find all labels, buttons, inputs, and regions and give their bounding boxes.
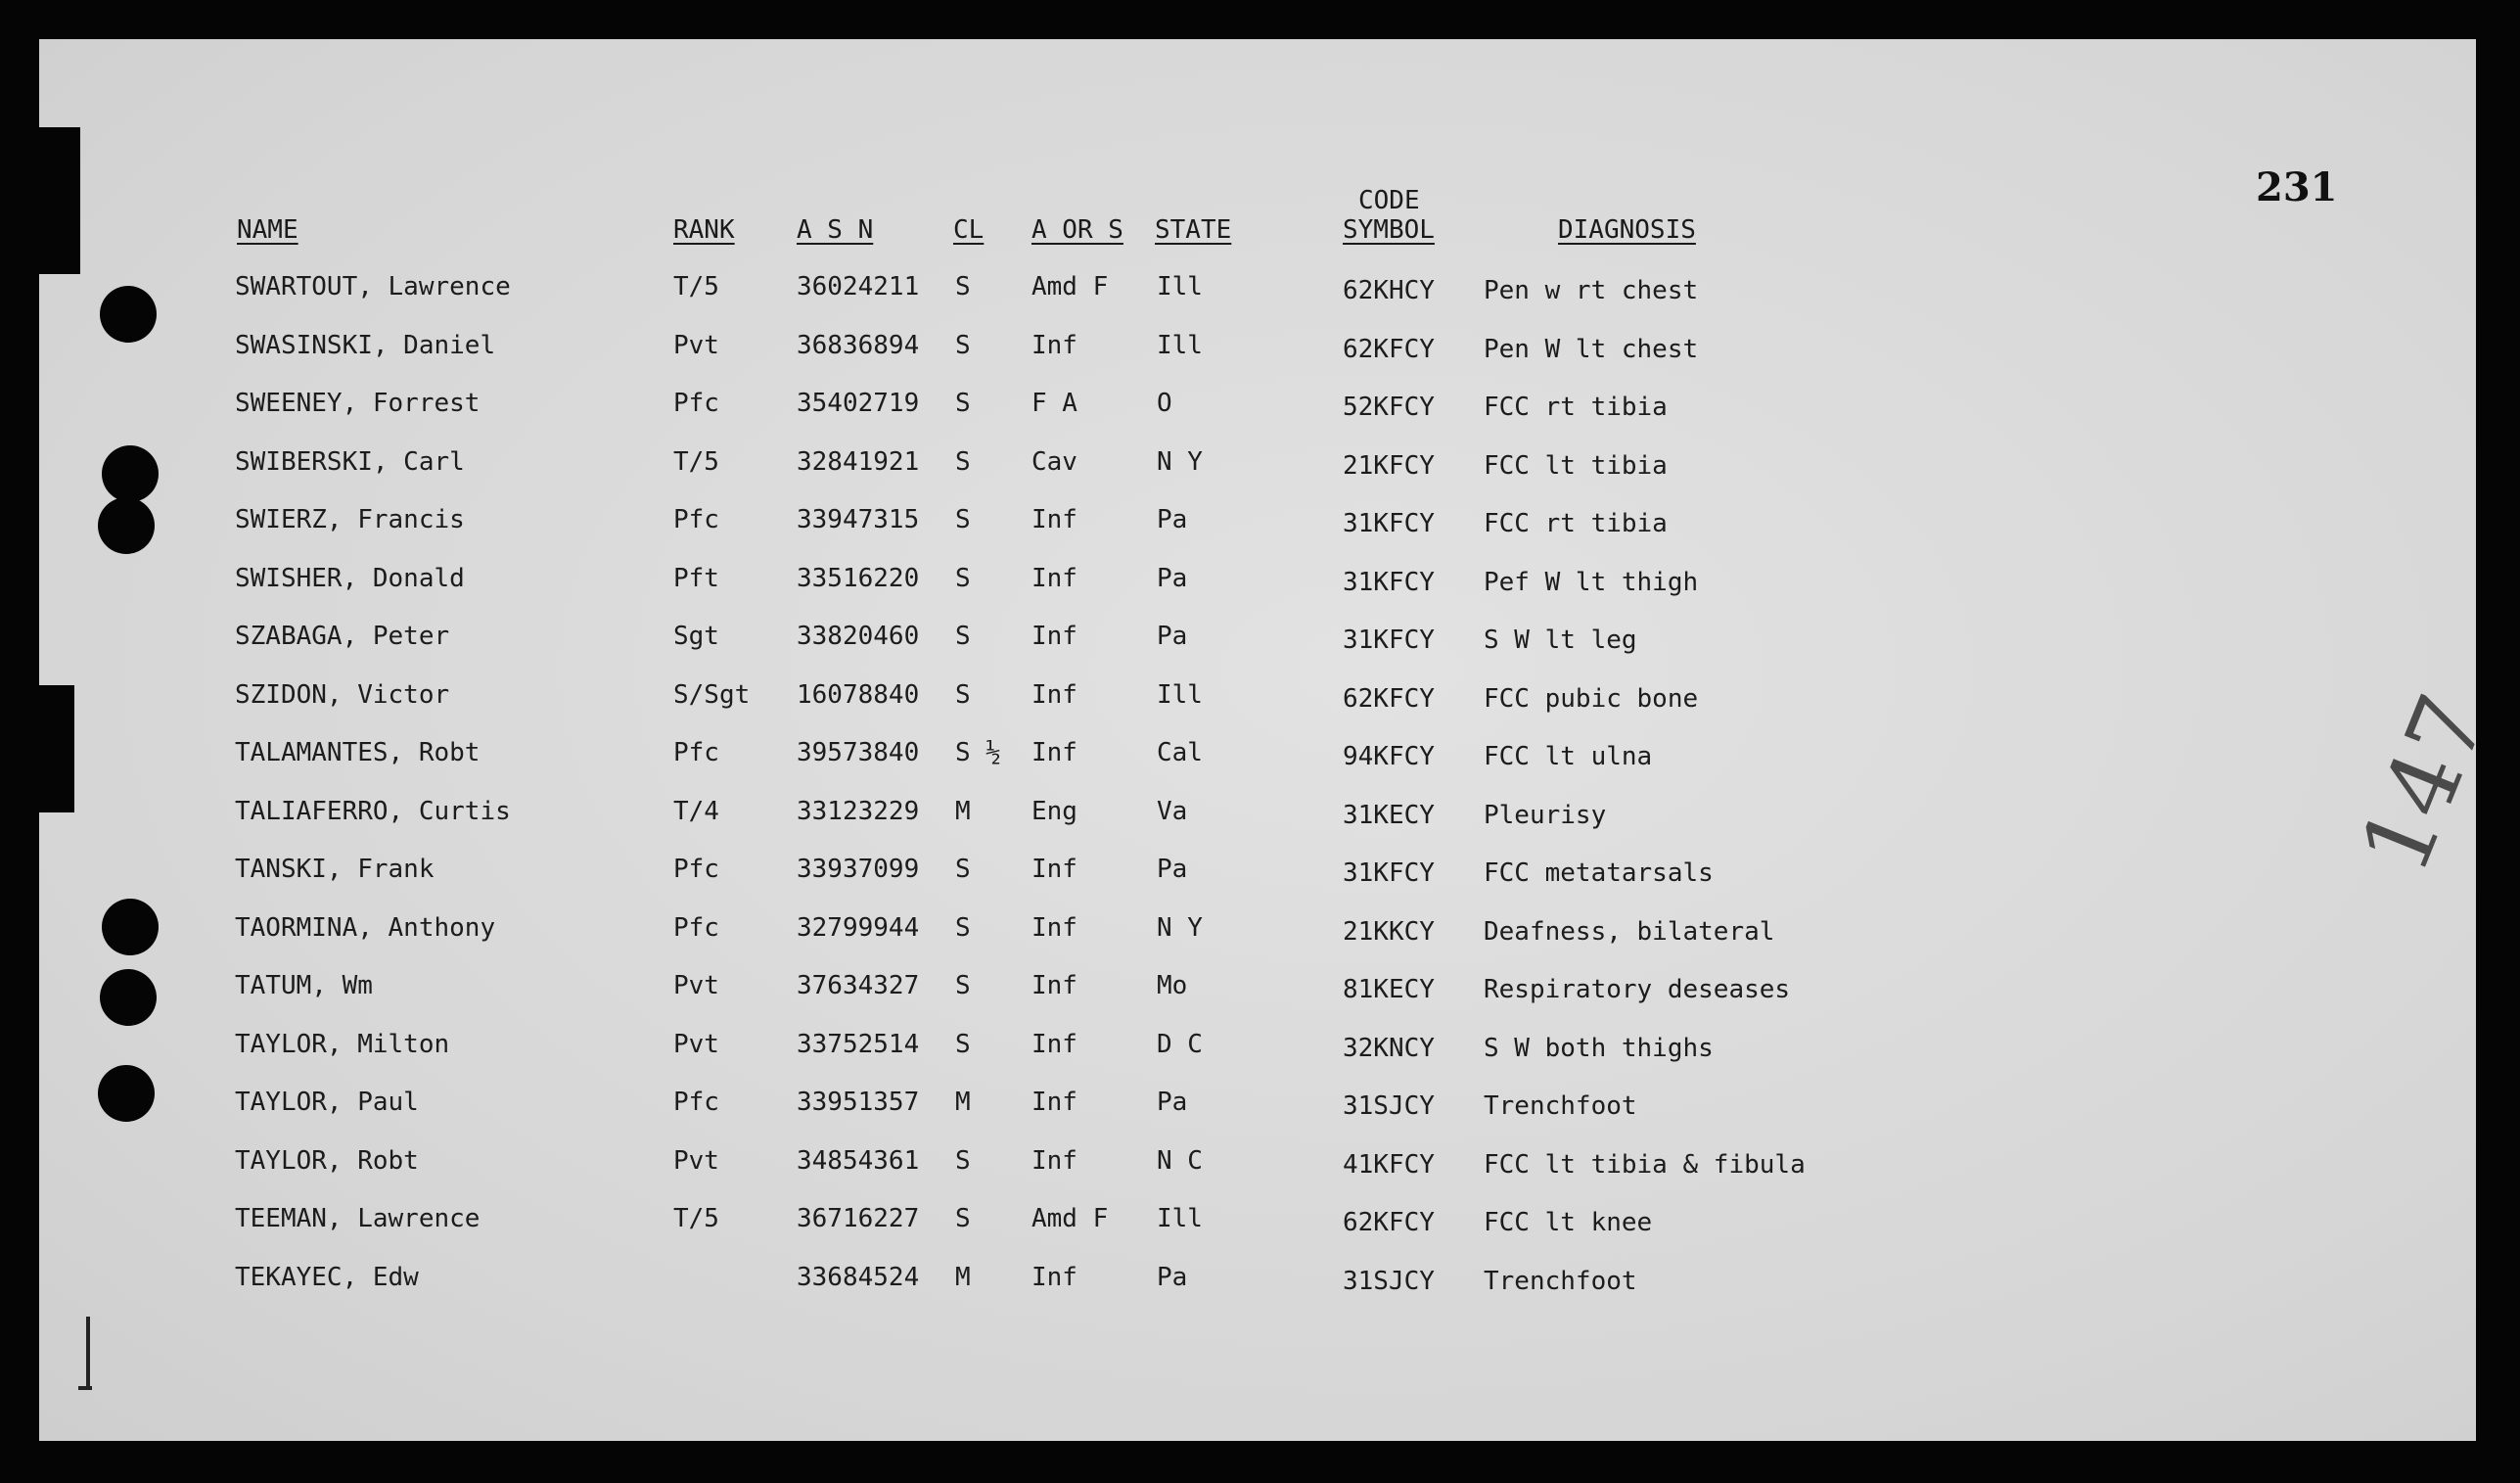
cell-diagnosis: FCC lt tibia: [1484, 451, 1668, 481]
binder-hole: [102, 445, 159, 502]
cell-rank: Pfc: [673, 855, 719, 884]
cell-state: Pa: [1157, 505, 1188, 534]
cell-name: TATUM, Wm: [235, 971, 373, 1000]
cell-cl: S: [955, 1204, 971, 1233]
cell-rank: Pvt: [673, 971, 719, 1000]
cell-state: Pa: [1157, 1263, 1188, 1292]
cell-rank: T/4: [673, 797, 719, 826]
cell-arm: Amd F: [1031, 272, 1109, 301]
cell-name: TAYLOR, Robt: [235, 1146, 419, 1176]
cell-code: 32KNCY: [1343, 1034, 1435, 1063]
cell-code: 62KFCY: [1343, 1208, 1435, 1237]
cell-state: N Y: [1157, 913, 1203, 943]
cell-state: Pa: [1157, 1088, 1188, 1117]
cell-rank: T/5: [673, 447, 719, 477]
cell-code: 31SJCY: [1343, 1091, 1435, 1121]
cell-asn: 33820460: [797, 622, 920, 651]
cell-state: D C: [1157, 1030, 1203, 1059]
cell-code: 81KECY: [1343, 975, 1435, 1004]
cell-rank: Pfc: [673, 505, 719, 534]
cell-state: Pa: [1157, 855, 1188, 884]
header-arm: A OR S: [1031, 215, 1123, 245]
cell-asn: 33752514: [797, 1030, 920, 1059]
cell-cl: S: [955, 1030, 971, 1059]
cell-code: 31KECY: [1343, 801, 1435, 830]
cell-diagnosis: FCC rt tibia: [1484, 393, 1668, 422]
cell-asn: 32799944: [797, 913, 920, 943]
header-code-line2: SYMBOL: [1343, 215, 1435, 245]
cell-diagnosis: Pen w rt chest: [1484, 276, 1699, 305]
header-asn: A S N: [797, 215, 874, 245]
cell-name: SWIBERSKI, Carl: [235, 447, 465, 477]
cell-arm: Inf: [1031, 1263, 1077, 1292]
cell-asn: 33951357: [797, 1088, 920, 1117]
header-diagnosis: DIAGNOSIS: [1558, 215, 1696, 245]
cell-cl: M: [955, 1088, 971, 1117]
cell-cl: S: [955, 971, 971, 1000]
cell-state: Ill: [1157, 331, 1203, 360]
cell-diagnosis: Pef W lt thigh: [1484, 568, 1699, 597]
cell-code: 62KHCY: [1343, 276, 1435, 305]
cell-cl: S: [955, 622, 971, 651]
cell-code: 41KFCY: [1343, 1150, 1435, 1180]
cell-arm: Inf: [1031, 738, 1077, 767]
cell-diagnosis: Trenchfoot: [1484, 1091, 1637, 1121]
cell-arm: Inf: [1031, 913, 1077, 943]
cell-diagnosis: S W lt leg: [1484, 626, 1637, 655]
cell-arm: F A: [1031, 389, 1077, 418]
cell-code: 31KFCY: [1343, 509, 1435, 538]
cell-code: 94KFCY: [1343, 742, 1435, 771]
cell-code: 31KFCY: [1343, 858, 1435, 888]
cell-arm: Amd F: [1031, 1204, 1109, 1233]
cell-name: SWASINSKI, Daniel: [235, 331, 496, 360]
binder-hole: [98, 1065, 155, 1122]
cell-name: TAORMINA, Anthony: [235, 913, 496, 943]
cell-cl: S: [955, 272, 971, 301]
cell-name: TALIAFERRO, Curtis: [235, 797, 511, 826]
cell-rank: Pfc: [673, 913, 719, 943]
cell-cl: S: [955, 680, 971, 710]
cell-arm: Cav: [1031, 447, 1077, 477]
cell-cl: S: [955, 564, 971, 593]
cell-name: SZABAGA, Peter: [235, 622, 450, 651]
cell-state: Va: [1157, 797, 1188, 826]
cell-asn: 34854361: [797, 1146, 920, 1176]
cell-name: TALAMANTES, Robt: [235, 738, 481, 767]
cell-state: N Y: [1157, 447, 1203, 477]
cell-arm: Inf: [1031, 1088, 1077, 1117]
cell-diagnosis: Deafness, bilateral: [1484, 917, 1775, 947]
cell-rank: T/5: [673, 272, 719, 301]
edge-notch: [39, 685, 74, 812]
cell-rank: Sgt: [673, 622, 719, 651]
cell-state: Ill: [1157, 272, 1203, 301]
cell-asn: 33684524: [797, 1263, 920, 1292]
cell-rank: Pft: [673, 564, 719, 593]
cell-arm: Inf: [1031, 331, 1077, 360]
cell-arm: Inf: [1031, 855, 1077, 884]
cell-code: 62KFCY: [1343, 684, 1435, 714]
cell-asn: 16078840: [797, 680, 920, 710]
cell-diagnosis: Trenchfoot: [1484, 1267, 1637, 1296]
cell-asn: 33123229: [797, 797, 920, 826]
cell-name: TEEMAN, Lawrence: [235, 1204, 481, 1233]
cell-name: SZIDON, Victor: [235, 680, 450, 710]
cell-cl: S: [955, 1146, 971, 1176]
cell-state: Pa: [1157, 564, 1188, 593]
cell-diagnosis: FCC lt ulna: [1484, 742, 1653, 771]
cell-asn: 35402719: [797, 389, 920, 418]
header-name: NAME: [237, 215, 298, 245]
cell-cl: S: [955, 505, 971, 534]
cell-diagnosis: Respiratory deseases: [1484, 975, 1791, 1004]
cell-state: Cal: [1157, 738, 1203, 767]
cell-cl: M: [955, 797, 971, 826]
header-cl: CL: [953, 215, 985, 245]
cell-arm: Inf: [1031, 564, 1077, 593]
cell-asn: 36024211: [797, 272, 920, 301]
cell-state: N C: [1157, 1146, 1203, 1176]
cell-cl: S: [955, 855, 971, 884]
cell-state: Ill: [1157, 680, 1203, 710]
page-number: 231: [2256, 164, 2338, 210]
cell-diagnosis: Pen W lt chest: [1484, 335, 1699, 364]
cell-rank: Pvt: [673, 331, 719, 360]
cell-state: O: [1157, 389, 1172, 418]
cell-code: 31KFCY: [1343, 626, 1435, 655]
cell-code: 52KFCY: [1343, 393, 1435, 422]
cell-cl: S ½: [955, 738, 1001, 767]
edge-notch: [39, 127, 80, 274]
cell-rank: Pfc: [673, 389, 719, 418]
cell-rank: Pfc: [673, 1088, 719, 1117]
cell-rank: T/5: [673, 1204, 719, 1233]
cell-cl: S: [955, 389, 971, 418]
header-rank: RANK: [673, 215, 735, 245]
header-state: STATE: [1155, 215, 1232, 245]
cell-name: TANSKI, Frank: [235, 855, 435, 884]
cell-arm: Inf: [1031, 1030, 1077, 1059]
cell-asn: 36836894: [797, 331, 920, 360]
cell-code: 31SJCY: [1343, 1267, 1435, 1296]
margin-note: 147: [2339, 680, 2508, 888]
cell-arm: Eng: [1031, 797, 1077, 826]
cell-name: SWARTOUT, Lawrence: [235, 272, 511, 301]
cell-state: Pa: [1157, 622, 1188, 651]
cell-arm: Inf: [1031, 1146, 1077, 1176]
cell-state: Mo: [1157, 971, 1188, 1000]
header-code-line1: CODE: [1358, 186, 1420, 215]
cell-code: 21KKCY: [1343, 917, 1435, 947]
binder-hole: [98, 497, 155, 554]
cell-arm: Inf: [1031, 505, 1077, 534]
cell-diagnosis: FCC metatarsals: [1484, 858, 1714, 888]
cell-diagnosis: FCC lt knee: [1484, 1208, 1653, 1237]
cell-asn: 39573840: [797, 738, 920, 767]
cell-name: SWIERZ, Francis: [235, 505, 465, 534]
cell-diagnosis: FCC lt tibia & fibula: [1484, 1150, 1806, 1180]
cell-name: SWEENEY, Forrest: [235, 389, 481, 418]
binder-hole: [100, 286, 157, 343]
cell-rank: Pvt: [673, 1146, 719, 1176]
binder-hole: [100, 969, 157, 1026]
cell-cl: M: [955, 1263, 971, 1292]
cell-rank: S/Sgt: [673, 680, 751, 710]
cell-rank: Pfc: [673, 738, 719, 767]
cell-name: SWISHER, Donald: [235, 564, 465, 593]
cell-asn: 36716227: [797, 1204, 920, 1233]
edge-mark: [78, 1386, 92, 1390]
cell-diagnosis: FCC pubic bone: [1484, 684, 1699, 714]
cell-asn: 33516220: [797, 564, 920, 593]
cell-asn: 33937099: [797, 855, 920, 884]
cell-cl: S: [955, 447, 971, 477]
cell-diagnosis: FCC rt tibia: [1484, 509, 1668, 538]
cell-code: 31KFCY: [1343, 568, 1435, 597]
cell-state: Ill: [1157, 1204, 1203, 1233]
cell-name: TEKAYEC, Edw: [235, 1263, 419, 1292]
cell-asn: 37634327: [797, 971, 920, 1000]
cell-name: TAYLOR, Paul: [235, 1088, 419, 1117]
cell-diagnosis: S W both thighs: [1484, 1034, 1714, 1063]
binder-hole: [102, 899, 159, 955]
cell-arm: Inf: [1031, 622, 1077, 651]
edge-mark: [86, 1317, 90, 1387]
cell-rank: Pvt: [673, 1030, 719, 1059]
cell-arm: Inf: [1031, 971, 1077, 1000]
cell-diagnosis: Pleurisy: [1484, 801, 1607, 830]
cell-code: 62KFCY: [1343, 335, 1435, 364]
cell-cl: S: [955, 913, 971, 943]
cell-code: 21KFCY: [1343, 451, 1435, 481]
cell-arm: Inf: [1031, 680, 1077, 710]
cell-name: TAYLOR, Milton: [235, 1030, 450, 1059]
cell-asn: 32841921: [797, 447, 920, 477]
cell-cl: S: [955, 331, 971, 360]
cell-asn: 33947315: [797, 505, 920, 534]
